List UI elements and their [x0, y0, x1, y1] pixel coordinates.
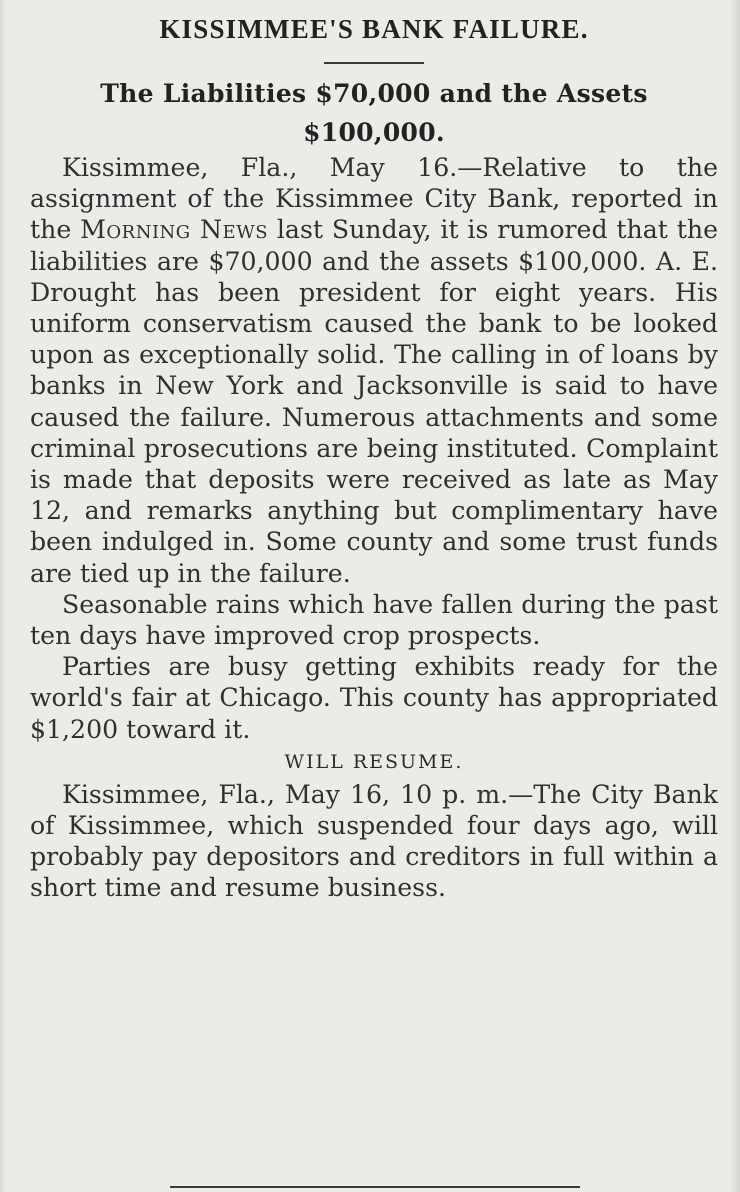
paragraph-main-text-b: last Sunday, it is rumored that the liabilities are $70,000 and the assets $100,000. A. E. Drought has been president for eight years. His uniform conservatism caused the bank to be looked upon as exceptionally solid. The calling in of loans by banks in New York and Jacksonville is said to have caused the failure. Numerous attachments and some criminal prosecutions are being instituted. Complaint is made that deposits were received as late as May 12, and remarks anything but complimentary have been indulged in. Some county and some trust funds are tied up in the failure.: [30, 215, 718, 588]
paragraph-main: [30, 152, 718, 589]
paragraph-resume: Kissimmee, Fla., May 16, 10 p. m.—The City Bank of Kissimmee, which suspended four days ago, will probably pay depositors and creditors in full within a short time and resume business.: [30, 779, 718, 903]
section-head: WILL RESUME.: [284, 750, 464, 773]
paragraph-main-text-a: Kissimmee, Fla., May 16.—Relative to the assignment of the Kissimmee City Bank, reported in the: [30, 153, 718, 245]
newspaper-name: Morning News: [80, 215, 269, 245]
paragraph-exhibits: Parties are busy getting exhibits ready for the world's fair at Chicago. This county has appropriated $1,200 toward it.: [30, 652, 718, 744]
subheadline: The Liabilities $70,000 and the Assets $100,000.: [100, 79, 648, 147]
paragraph-rains: Seasonable rains which have fallen during the past ten days have improved crop prospects.: [30, 589, 718, 651]
bottom-divider: [170, 1186, 580, 1188]
headline: KISSIMMEE'S BANK FAILURE.: [159, 14, 589, 44]
divider: [324, 62, 424, 64]
